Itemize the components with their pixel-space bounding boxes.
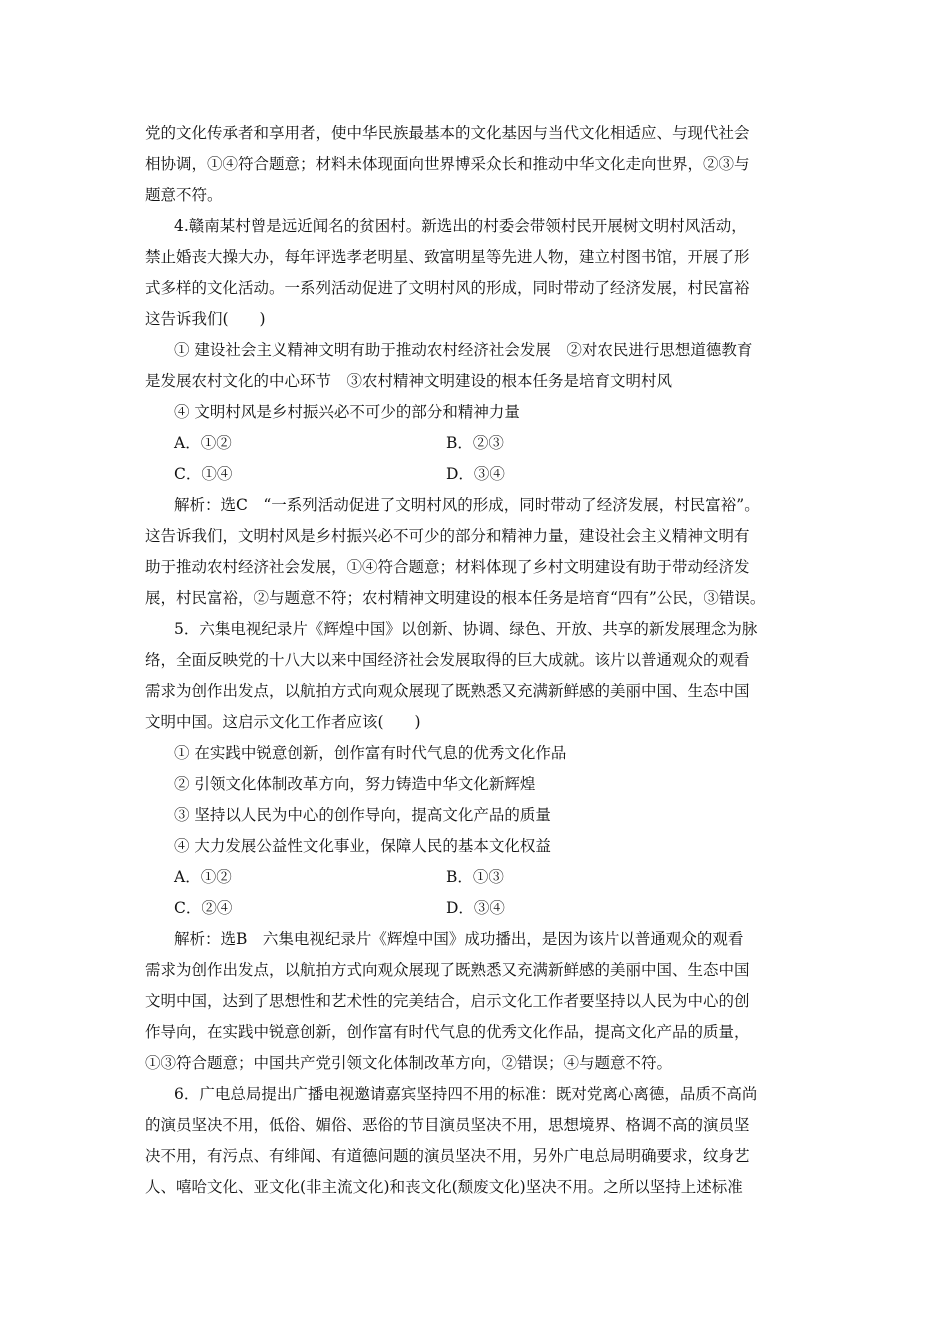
option-b: B．②③ bbox=[446, 434, 504, 452]
question-stem: 4.赣南某村曾是远近闻名的贫困村。新选出的村委会带领村民开展树文明村风活动， bbox=[174, 217, 747, 235]
question-6 bbox=[145, 1079, 810, 1203]
options-row bbox=[145, 893, 810, 924]
statement-item: ① 建设社会主义精神文明有助于推动农村经济社会发展 ②对农民进行思想道德教育 bbox=[174, 341, 753, 359]
options-row bbox=[145, 428, 810, 459]
statement-item: ③ 坚持以人民为中心的创作导向，提高文化产品的质量 bbox=[174, 806, 551, 824]
question-4 bbox=[145, 211, 810, 614]
option-b: B．①③ bbox=[446, 868, 504, 886]
question-stem: 禁止婚丧大操大办，每年评选孝老明星、致富明星等先进人物，建立村图书馆，开展了形 bbox=[145, 248, 750, 266]
question-stem: 的演员坚决不用，低俗、媚俗、恶俗的节目演员坚决不用，思想境界、格调不高的演员坚 bbox=[145, 1116, 750, 1134]
analysis-line: 这告诉我们，文明村风是乡村振兴必不可少的部分和精神力量，建设社会主义精神文明有 bbox=[145, 527, 750, 545]
option-d: D．③④ bbox=[446, 899, 505, 917]
analysis-line: 作导向，在实践中锐意创新，创作富有时代气息的优秀文化作品，提高文化产品的质量， bbox=[145, 1023, 750, 1041]
question-stem: 络，全面反映党的十八大以来中国经济社会发展取得的巨大成就。该片以普通观众的观看 bbox=[145, 651, 750, 669]
statement-item: ④ 文明村风是乡村振兴必不可少的部分和精神力量 bbox=[174, 403, 520, 421]
question-stem: 6．广电总局提出广播电视邀请嘉宾坚持四不用的标准：既对党离心离德，品质不高尚 bbox=[174, 1085, 758, 1103]
analysis-line: 文明中国，达到了思想性和艺术性的完美结合，启示文化工作者要坚持以人民为中心的创 bbox=[145, 992, 750, 1010]
question-stem: 文明中国。这启示文化工作者应该( ) bbox=[145, 713, 421, 731]
option-a: A．①② bbox=[174, 868, 232, 886]
text-line: 相协调，①④符合题意；材料未体现面向世界博采众长和推动中华文化走向世界，②③与 bbox=[145, 155, 750, 173]
options-row bbox=[145, 459, 810, 490]
statement-item: ④ 大力发展公益性文化事业，保障人民的基本文化权益 bbox=[174, 837, 551, 855]
question-stem: 需求为创作出发点，以航拍方式向观众展现了既熟悉又充满新鲜感的美丽中国、生态中国 bbox=[145, 682, 750, 700]
text-line: 题意不符。 bbox=[145, 186, 223, 204]
option-a: A．①② bbox=[174, 434, 232, 452]
statement-item: ② 引领文化体制改革方向，努力铸造中华文化新辉煌 bbox=[174, 775, 536, 793]
statement-item: 是发展农村文化的中心环节 ③农村精神文明建设的根本任务是培育文明村风 bbox=[145, 372, 673, 390]
statement-item: ① 在实践中锐意创新，创作富有时代气息的优秀文化作品 bbox=[174, 744, 567, 762]
question-stem: 式多样的文化活动。一系列活动促进了文明村风的形成，同时带动了经济发展，村民富裕 bbox=[145, 279, 750, 297]
document-page bbox=[145, 118, 810, 1203]
question-stem: 5．六集电视纪录片《辉煌中国》以创新、协调、绿色、开放、共享的新发展理念为脉 bbox=[174, 620, 758, 638]
question-stem: 决不用，有污点、有绯闻、有道德问题的演员坚决不用，另外广电总局明确要求，纹身艺 bbox=[145, 1147, 750, 1165]
prev-answer-tail bbox=[145, 118, 810, 211]
analysis-line: 解析：选C “一系列活动促进了文明村风的形成，同时带动了经济发展，村民富裕”。 bbox=[174, 496, 760, 514]
question-stem: 这告诉我们( ) bbox=[145, 310, 266, 328]
option-d: D．③④ bbox=[446, 465, 505, 483]
analysis-line: ①③符合题意；中国共产党引领文化体制改革方向，②错误；④与题意不符。 bbox=[145, 1054, 673, 1072]
analysis-line: 解析：选B 六集电视纪录片《辉煌中国》成功播出，是因为该片以普通观众的观看 bbox=[174, 930, 744, 948]
text-line: 党的文化传承者和享用者，使中华民族最基本的文化基因与当代文化相适应、与现代社会 bbox=[145, 124, 750, 142]
analysis-line: 助于推动农村经济社会发展，①④符合题意；材料体现了乡村文明建设有助于带动经济发 bbox=[145, 558, 750, 576]
question-5 bbox=[145, 614, 810, 1079]
analysis-line: 需求为创作出发点，以航拍方式向观众展现了既熟悉又充满新鲜感的美丽中国、生态中国 bbox=[145, 961, 750, 979]
option-c: C．①④ bbox=[174, 465, 233, 483]
analysis-line: 展，村民富裕，②与题意不符；农村精神文明建设的根本任务是培育“四有”公民，③错误。 bbox=[145, 589, 766, 607]
question-stem: 人、嘻哈文化、亚文化(非主流文化)和丧文化(颓废文化)坚决不用。之所以坚持上述标准 bbox=[145, 1178, 743, 1196]
option-c: C．②④ bbox=[174, 899, 233, 917]
options-row bbox=[145, 862, 810, 893]
